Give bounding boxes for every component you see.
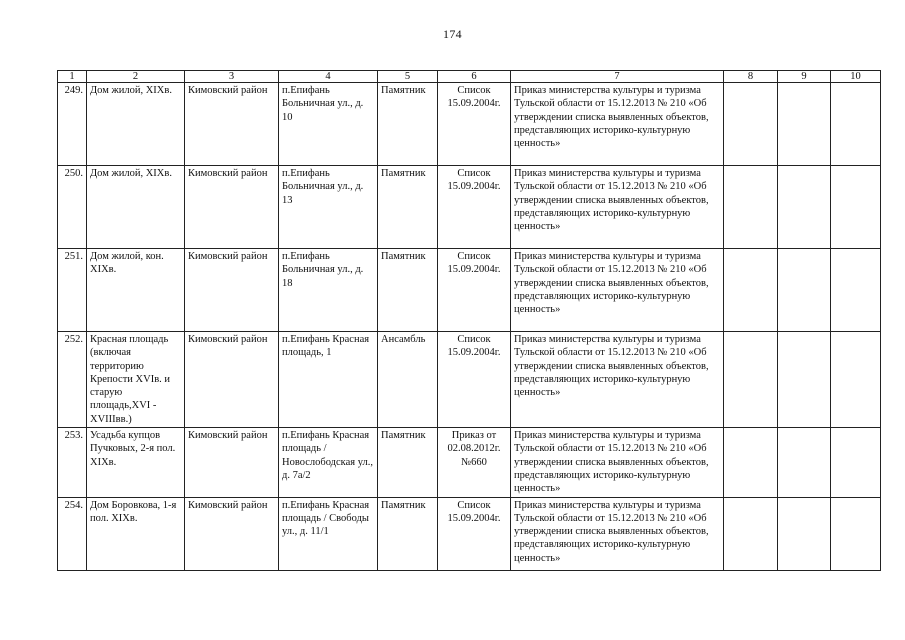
document: Приказ министерства культуры и туризма Тульской области от 15.12.2013 № 210 «Об утверждении списка выявленных объектов, представляющих историко-культурную ценность» [511,497,724,570]
column-header: 9 [778,71,831,83]
cell-10 [831,428,881,497]
table-row [58,83,881,166]
cell-9 [778,428,831,497]
district: Кимовский район [185,497,279,570]
document: Приказ министерства культуры и туризма Тульской области от 15.12.2013 № 210 «Об утверждении списка выявленных объектов, представляющих историко-культурную ценность» [511,428,724,497]
category: Памятник [378,166,438,249]
object-name: Дом жилой, XIXв. [87,166,185,249]
category: Памятник [378,249,438,332]
district: Кимовский район [185,166,279,249]
object-name: Дом Боровкова, 1-я пол. XIXв. [87,497,185,570]
category: Ансамбль [378,332,438,428]
object-name: Дом жилой, XIXв. [87,83,185,166]
page-number: 174 [443,27,462,41]
cell-9 [778,497,831,570]
column-header: 5 [378,71,438,83]
column-header: 6 [438,71,511,83]
basis: Список 15.09.2004г. [438,83,511,166]
column-header: 2 [87,71,185,83]
basis: Список 15.09.2004г. [438,166,511,249]
cell-8 [724,497,778,570]
row-number: 254. [58,497,87,570]
column-header: 1 [58,71,87,83]
column-header: 10 [831,71,881,83]
cell-9 [778,83,831,166]
category: Памятник [378,83,438,166]
category: Памятник [378,428,438,497]
address: п.Епифань Больничная ул., д. 18 [279,249,378,332]
object-name: Красная площадь (включая территорию Крепости XVIв. и старую площадь,XVI - XVIIIвв.) [87,332,185,428]
cell-10 [831,332,881,428]
cell-8 [724,83,778,166]
basis: Приказ от 02.08.2012г. №660 [438,428,511,497]
column-number-row [58,71,881,83]
row-number: 253. [58,428,87,497]
cell-9 [778,332,831,428]
table-row [58,332,881,428]
cell-10 [831,497,881,570]
heritage-objects-table [57,70,881,571]
table-row [58,166,881,249]
row-number: 249. [58,83,87,166]
object-name: Усадьба купцов Пучковых, 2-я пол. XIXв. [87,428,185,497]
row-number: 252. [58,332,87,428]
category: Памятник [378,497,438,570]
column-header: 8 [724,71,778,83]
row-number: 251. [58,249,87,332]
address: п.Епифань Больничная ул., д. 13 [279,166,378,249]
address: п.Епифань Красная площадь, 1 [279,332,378,428]
document: Приказ министерства культуры и туризма Тульской области от 15.12.2013 № 210 «Об утверждении списка выявленных объектов, представляющих историко-культурную ценность» [511,83,724,166]
document: Приказ министерства культуры и туризма Тульской области от 15.12.2013 № 210 «Об утверждении списка выявленных объектов, представляющих историко-культурную ценность» [511,249,724,332]
document: Приказ министерства культуры и туризма Тульской области от 15.12.2013 № 210 «Об утверждении списка выявленных объектов, представляющих историко-культурную ценность» [511,166,724,249]
row-number: 250. [58,166,87,249]
cell-8 [724,428,778,497]
basis: Список 15.09.2004г. [438,332,511,428]
table-row [58,497,881,570]
column-header: 7 [511,71,724,83]
cell-9 [778,166,831,249]
district: Кимовский район [185,83,279,166]
cell-8 [724,249,778,332]
address: п.Епифань Красная площадь / Свободы ул., д. 11/1 [279,497,378,570]
table-row [58,249,881,332]
document: Приказ министерства культуры и туризма Тульской области от 15.12.2013 № 210 «Об утверждении списка выявленных объектов, представляющих историко-культурную ценность» [511,332,724,428]
column-header: 3 [185,71,279,83]
cell-9 [778,249,831,332]
basis: Список 15.09.2004г. [438,249,511,332]
cell-10 [831,83,881,166]
address: п.Епифань Больничная ул., д. 10 [279,83,378,166]
cell-10 [831,249,881,332]
cell-10 [831,166,881,249]
cell-8 [724,332,778,428]
basis: Список 15.09.2004г. [438,497,511,570]
district: Кимовский район [185,249,279,332]
address: п.Епифань Красная площадь / Новослободская ул., д. 7а/2 [279,428,378,497]
object-name: Дом жилой, кон. XIXв. [87,249,185,332]
table-row [58,428,881,497]
district: Кимовский район [185,332,279,428]
cell-8 [724,166,778,249]
district: Кимовский район [185,428,279,497]
column-header: 4 [279,71,378,83]
